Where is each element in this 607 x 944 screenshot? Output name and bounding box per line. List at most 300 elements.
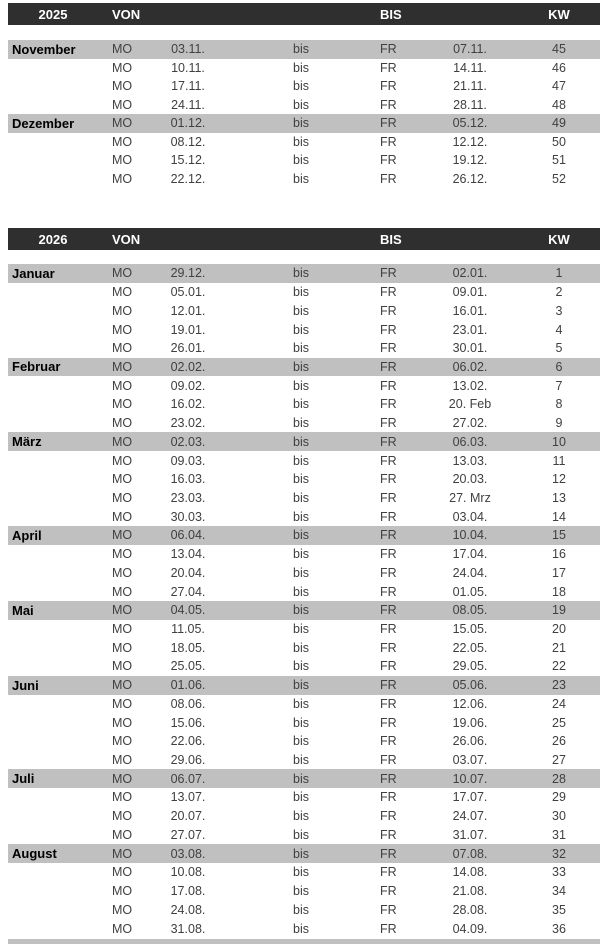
to-day-cell: FR xyxy=(380,884,397,899)
week-row xyxy=(8,545,600,564)
to-date-cell: 10.07. xyxy=(452,771,488,786)
month-label: Juni xyxy=(12,677,39,693)
to-date-cell: 17.04. xyxy=(452,547,488,562)
kw-cell: 51 xyxy=(552,153,566,168)
bis-separator-cell: bis xyxy=(293,902,309,917)
from-day-cell: MO xyxy=(112,397,133,412)
from-day-cell: MO xyxy=(112,640,133,655)
to-day-cell: FR xyxy=(380,790,397,805)
kw-cell: 3 xyxy=(555,303,563,318)
to-day-cell: FR xyxy=(380,322,397,337)
to-day-cell: FR xyxy=(380,715,397,730)
to-date-cell: 27.02. xyxy=(452,416,488,431)
from-day-cell: MO xyxy=(112,116,133,131)
from-day-cell: MO xyxy=(112,153,133,168)
to-day-cell: FR xyxy=(380,116,397,131)
to-day-cell: FR xyxy=(380,509,397,524)
to-date-cell: 07.08. xyxy=(452,846,488,861)
week-row xyxy=(8,863,600,882)
from-day-cell: MO xyxy=(112,622,133,637)
from-day-cell: MO xyxy=(112,341,133,356)
from-day-cell: MO xyxy=(112,734,133,749)
from-day-cell: MO xyxy=(112,171,133,186)
from-day-cell: MO xyxy=(112,865,133,880)
to-day-cell: FR xyxy=(380,827,397,842)
to-day-cell: FR xyxy=(380,285,397,300)
to-day-cell: FR xyxy=(380,584,397,599)
month-label: Dezember xyxy=(12,115,75,131)
to-date-cell: 22.05. xyxy=(452,640,488,655)
to-date-cell: 29.05. xyxy=(452,659,488,674)
bis-separator-cell: bis xyxy=(293,266,309,281)
kw-cell: 7 xyxy=(555,378,563,393)
to-day-cell: FR xyxy=(380,434,397,449)
bis-separator-cell: bis xyxy=(293,865,309,880)
bis-separator-cell: bis xyxy=(293,472,309,487)
bis-separator-cell: bis xyxy=(293,434,309,449)
to-date-cell: 14.08. xyxy=(452,865,488,880)
from-day-cell: MO xyxy=(112,266,133,281)
from-date-cell: 15.12. xyxy=(170,153,206,168)
bis-separator-cell: bis xyxy=(293,509,309,524)
from-date-cell: 24.11. xyxy=(171,97,205,112)
kw-cell: 32 xyxy=(552,846,566,861)
from-day-cell: MO xyxy=(112,603,133,618)
from-day-cell: MO xyxy=(112,303,133,318)
week-row xyxy=(8,432,600,451)
week-row xyxy=(8,807,600,826)
bis-separator-cell: bis xyxy=(293,678,309,693)
to-day-cell: FR xyxy=(380,902,397,917)
month-label: Februar xyxy=(12,359,61,375)
to-day-cell: FR xyxy=(380,753,397,768)
week-row xyxy=(8,133,600,152)
to-day-cell: FR xyxy=(380,60,397,75)
from-date-cell: 09.03. xyxy=(170,453,206,468)
to-date-cell: 03.07. xyxy=(452,753,488,768)
bis-separator-cell: bis xyxy=(293,341,309,356)
von-column-header: VON xyxy=(112,6,141,22)
to-date-cell: 02.01. xyxy=(452,266,488,281)
kw-cell: 29 xyxy=(552,790,566,805)
kw-cell: 24 xyxy=(552,696,566,711)
bis-separator-cell: bis xyxy=(293,846,309,861)
from-date-cell: 13.07. xyxy=(170,790,206,805)
month-label: Juli xyxy=(12,771,35,787)
bis-separator-cell: bis xyxy=(293,453,309,468)
kw-cell: 17 xyxy=(552,565,566,580)
to-day-cell: FR xyxy=(380,622,397,637)
kw-cell: 10 xyxy=(552,434,566,449)
week-row xyxy=(8,844,600,863)
to-day-cell: FR xyxy=(380,490,397,505)
from-date-cell: 24.08. xyxy=(170,902,206,917)
from-date-cell: 02.02. xyxy=(170,359,206,374)
kw-cell: 23 xyxy=(552,678,566,693)
from-date-cell: 15.06. xyxy=(170,715,206,730)
from-date-cell: 09.02. xyxy=(170,378,206,393)
to-date-cell: 07.11. xyxy=(453,42,487,57)
to-date-cell: 08.05. xyxy=(452,603,488,618)
kw-cell: 6 xyxy=(555,359,563,374)
from-date-cell: 17.11. xyxy=(171,79,205,94)
from-day-cell: MO xyxy=(112,902,133,917)
week-rows xyxy=(8,40,600,188)
bis-separator-cell: bis xyxy=(293,171,309,186)
bis-separator-cell: bis xyxy=(293,42,309,57)
week-row xyxy=(8,77,600,96)
from-day-cell: MO xyxy=(112,846,133,861)
kw-cell: 16 xyxy=(552,547,566,562)
year-section-2026 xyxy=(8,228,600,938)
from-day-cell: MO xyxy=(112,547,133,562)
from-date-cell: 20.04. xyxy=(170,565,206,580)
bis-separator-cell: bis xyxy=(293,884,309,899)
week-row xyxy=(8,882,600,901)
from-day-cell: MO xyxy=(112,884,133,899)
week-row xyxy=(8,769,600,788)
bis-separator-cell: bis xyxy=(293,659,309,674)
from-date-cell: 20.07. xyxy=(170,809,206,824)
from-date-cell: 31.08. xyxy=(170,921,206,936)
bis-separator-cell: bis xyxy=(293,603,309,618)
to-day-cell: FR xyxy=(380,678,397,693)
kw-cell: 22 xyxy=(552,659,566,674)
week-row xyxy=(8,657,600,676)
year-label: 2026 xyxy=(38,231,68,247)
from-day-cell: MO xyxy=(112,509,133,524)
month-label: April xyxy=(12,527,42,543)
from-date-cell: 13.04. xyxy=(170,547,206,562)
bis-separator-cell: bis xyxy=(293,490,309,505)
bis-separator-cell: bis xyxy=(293,547,309,562)
from-date-cell: 17.08. xyxy=(170,884,206,899)
from-date-cell: 03.08. xyxy=(170,846,206,861)
bis-separator-cell: bis xyxy=(293,827,309,842)
from-day-cell: MO xyxy=(112,584,133,599)
week-row xyxy=(8,470,600,489)
bis-separator-cell: bis xyxy=(293,134,309,149)
to-date-cell: 26.06. xyxy=(452,734,488,749)
kw-cell: 45 xyxy=(552,42,566,57)
kw-cell: 8 xyxy=(555,397,563,412)
month-label: November xyxy=(12,41,76,57)
kw-cell: 4 xyxy=(555,322,563,337)
to-date-cell: 27. Mrz xyxy=(449,490,491,505)
to-day-cell: FR xyxy=(380,397,397,412)
from-date-cell: 01.12. xyxy=(170,116,206,131)
week-row xyxy=(8,582,600,601)
to-day-cell: FR xyxy=(380,453,397,468)
bis-separator-cell: bis xyxy=(293,640,309,655)
bis-separator-cell: bis xyxy=(293,397,309,412)
kw-cell: 27 xyxy=(552,753,566,768)
week-row xyxy=(8,301,600,320)
from-day-cell: MO xyxy=(112,79,133,94)
kw-cell: 30 xyxy=(552,809,566,824)
to-date-cell: 13.03. xyxy=(452,453,488,468)
kw-cell: 46 xyxy=(552,60,566,75)
month-label: Mai xyxy=(12,602,34,618)
from-day-cell: MO xyxy=(112,416,133,431)
bis-column-header: BIS xyxy=(380,6,402,22)
bis-separator-cell: bis xyxy=(293,378,309,393)
from-date-cell: 08.06. xyxy=(170,696,206,711)
to-date-cell: 28.08. xyxy=(452,902,488,917)
kw-cell: 36 xyxy=(552,921,566,936)
to-day-cell: FR xyxy=(380,809,397,824)
week-row xyxy=(8,489,600,508)
to-day-cell: FR xyxy=(380,134,397,149)
to-day-cell: FR xyxy=(380,171,397,186)
from-day-cell: MO xyxy=(112,528,133,543)
month-label: März xyxy=(12,434,42,450)
kw-cell: 19 xyxy=(552,603,566,618)
from-date-cell: 06.04. xyxy=(170,528,206,543)
from-day-cell: MO xyxy=(112,322,133,337)
to-day-cell: FR xyxy=(380,771,397,786)
from-day-cell: MO xyxy=(112,696,133,711)
to-date-cell: 03.04. xyxy=(452,509,488,524)
section-header-bar xyxy=(8,228,600,250)
to-date-cell: 01.05. xyxy=(452,584,488,599)
to-date-cell: 26.12. xyxy=(452,171,488,186)
kw-cell: 47 xyxy=(552,79,566,94)
kw-cell: 49 xyxy=(552,116,566,131)
bis-separator-cell: bis xyxy=(293,528,309,543)
to-day-cell: FR xyxy=(380,659,397,674)
from-day-cell: MO xyxy=(112,490,133,505)
to-date-cell: 24.07. xyxy=(452,809,488,824)
to-date-cell: 10.04. xyxy=(452,528,488,543)
kw-cell: 5 xyxy=(555,341,563,356)
from-date-cell: 30.03. xyxy=(170,509,206,524)
from-day-cell: MO xyxy=(112,453,133,468)
bis-separator-cell: bis xyxy=(293,60,309,75)
bis-separator-cell: bis xyxy=(293,303,309,318)
from-date-cell: 06.07. xyxy=(170,771,206,786)
from-date-cell: 26.01. xyxy=(170,341,206,356)
bis-separator-cell: bis xyxy=(293,79,309,94)
kw-cell: 48 xyxy=(552,97,566,112)
to-date-cell: 06.02. xyxy=(452,359,488,374)
from-day-cell: MO xyxy=(112,97,133,112)
week-row xyxy=(8,59,600,78)
to-date-cell: 19.06. xyxy=(452,715,488,730)
bis-separator-cell: bis xyxy=(293,622,309,637)
to-date-cell: 23.01. xyxy=(452,322,488,337)
kw-cell: 28 xyxy=(552,771,566,786)
from-date-cell: 10.11. xyxy=(171,60,205,75)
to-date-cell: 06.03. xyxy=(452,434,488,449)
from-day-cell: MO xyxy=(112,753,133,768)
week-row xyxy=(8,395,600,414)
week-row xyxy=(8,788,600,807)
to-day-cell: FR xyxy=(380,153,397,168)
from-date-cell: 01.06. xyxy=(170,678,206,693)
to-day-cell: FR xyxy=(380,378,397,393)
von-column-header: VON xyxy=(112,231,141,247)
week-row xyxy=(8,114,600,133)
week-row xyxy=(8,320,600,339)
to-date-cell: 09.01. xyxy=(452,285,488,300)
from-date-cell: 23.02. xyxy=(170,416,206,431)
from-date-cell: 25.05. xyxy=(170,659,206,674)
to-day-cell: FR xyxy=(380,472,397,487)
to-date-cell: 20.03. xyxy=(452,472,488,487)
week-row xyxy=(8,339,600,358)
kw-column-header: KW xyxy=(548,231,570,247)
from-date-cell: 10.08. xyxy=(170,865,206,880)
to-date-cell: 20. Feb xyxy=(448,397,492,412)
week-row xyxy=(8,170,600,189)
to-date-cell: 15.05. xyxy=(452,622,488,637)
to-date-cell: 30.01. xyxy=(452,341,488,356)
from-date-cell: 04.05. xyxy=(170,603,206,618)
from-date-cell: 16.03. xyxy=(170,472,206,487)
to-date-cell: 19.12. xyxy=(452,153,488,168)
from-date-cell: 12.01. xyxy=(170,303,206,318)
from-date-cell: 19.01. xyxy=(170,322,206,337)
week-row xyxy=(8,826,600,845)
kw-cell: 25 xyxy=(552,715,566,730)
week-row xyxy=(8,638,600,657)
to-date-cell: 28.11. xyxy=(453,97,487,112)
cutoff-next-month-row xyxy=(8,939,600,944)
month-label: Januar xyxy=(12,265,55,281)
bis-separator-cell: bis xyxy=(293,921,309,936)
to-day-cell: FR xyxy=(380,565,397,580)
week-row xyxy=(8,151,600,170)
week-row xyxy=(8,900,600,919)
bis-separator-cell: bis xyxy=(293,696,309,711)
week-row xyxy=(8,414,600,433)
week-row xyxy=(8,564,600,583)
from-day-cell: MO xyxy=(112,42,133,57)
kw-cell: 52 xyxy=(552,171,566,186)
from-date-cell: 16.02. xyxy=(170,397,206,412)
from-day-cell: MO xyxy=(112,359,133,374)
bis-separator-cell: bis xyxy=(293,809,309,824)
kw-cell: 15 xyxy=(552,528,566,543)
to-date-cell: 14.11. xyxy=(453,60,487,75)
from-day-cell: MO xyxy=(112,60,133,75)
from-date-cell: 05.01. xyxy=(170,285,206,300)
kw-cell: 50 xyxy=(552,134,566,149)
from-day-cell: MO xyxy=(112,827,133,842)
bis-separator-cell: bis xyxy=(293,416,309,431)
to-date-cell: 31.07. xyxy=(452,827,488,842)
from-day-cell: MO xyxy=(112,472,133,487)
kw-cell: 2 xyxy=(555,285,563,300)
from-day-cell: MO xyxy=(112,809,133,824)
week-row xyxy=(8,695,600,714)
year-section-2025 xyxy=(8,3,600,188)
to-day-cell: FR xyxy=(380,734,397,749)
year-label: 2025 xyxy=(38,6,68,22)
to-day-cell: FR xyxy=(380,547,397,562)
to-day-cell: FR xyxy=(380,416,397,431)
to-date-cell: 04.09. xyxy=(452,921,488,936)
to-date-cell: 05.06. xyxy=(452,678,488,693)
bis-separator-cell: bis xyxy=(293,153,309,168)
from-day-cell: MO xyxy=(112,134,133,149)
kw-cell: 33 xyxy=(552,865,566,880)
to-day-cell: FR xyxy=(380,921,397,936)
from-day-cell: MO xyxy=(112,921,133,936)
kw-cell: 12 xyxy=(552,472,566,487)
kw-cell: 14 xyxy=(552,509,566,524)
to-date-cell: 12.12. xyxy=(452,134,488,149)
to-date-cell: 21.08. xyxy=(452,884,488,899)
kw-cell: 35 xyxy=(552,902,566,917)
from-day-cell: MO xyxy=(112,434,133,449)
to-date-cell: 16.01. xyxy=(452,303,488,318)
from-date-cell: 23.03. xyxy=(170,490,206,505)
to-date-cell: 21.11. xyxy=(453,79,487,94)
bis-separator-cell: bis xyxy=(293,584,309,599)
bis-separator-cell: bis xyxy=(293,322,309,337)
to-day-cell: FR xyxy=(380,846,397,861)
week-row xyxy=(8,732,600,751)
bis-column-header: BIS xyxy=(380,231,402,247)
bis-separator-cell: bis xyxy=(293,790,309,805)
week-row xyxy=(8,96,600,115)
kw-cell: 26 xyxy=(552,734,566,749)
from-date-cell: 22.12. xyxy=(170,171,206,186)
section-header-bar xyxy=(8,3,600,25)
to-date-cell: 13.02. xyxy=(452,378,488,393)
to-day-cell: FR xyxy=(380,303,397,318)
week-row xyxy=(8,358,600,377)
bis-separator-cell: bis xyxy=(293,715,309,730)
week-row xyxy=(8,376,600,395)
from-date-cell: 08.12. xyxy=(170,134,206,149)
to-date-cell: 12.06. xyxy=(452,696,488,711)
week-row xyxy=(8,283,600,302)
bis-separator-cell: bis xyxy=(293,734,309,749)
from-date-cell: 27.07. xyxy=(170,827,206,842)
from-day-cell: MO xyxy=(112,790,133,805)
week-row xyxy=(8,601,600,620)
to-day-cell: FR xyxy=(380,865,397,880)
week-row xyxy=(8,751,600,770)
from-day-cell: MO xyxy=(112,715,133,730)
week-row xyxy=(8,713,600,732)
week-rows xyxy=(8,264,600,938)
kw-cell: 18 xyxy=(552,584,566,599)
to-date-cell: 17.07. xyxy=(452,790,488,805)
bis-separator-cell: bis xyxy=(293,753,309,768)
kw-cell: 34 xyxy=(552,884,566,899)
week-row xyxy=(8,451,600,470)
from-date-cell: 18.05. xyxy=(170,640,206,655)
from-day-cell: MO xyxy=(112,565,133,580)
kw-cell: 1 xyxy=(555,266,563,281)
bis-separator-cell: bis xyxy=(293,285,309,300)
from-date-cell: 22.06. xyxy=(170,734,206,749)
from-date-cell: 11.05. xyxy=(171,622,205,637)
kw-cell: 13 xyxy=(552,490,566,505)
bis-separator-cell: bis xyxy=(293,565,309,580)
bis-separator-cell: bis xyxy=(293,359,309,374)
week-row xyxy=(8,526,600,545)
bis-separator-cell: bis xyxy=(293,116,309,131)
from-day-cell: MO xyxy=(112,659,133,674)
to-day-cell: FR xyxy=(380,696,397,711)
to-day-cell: FR xyxy=(380,79,397,94)
to-day-cell: FR xyxy=(380,359,397,374)
